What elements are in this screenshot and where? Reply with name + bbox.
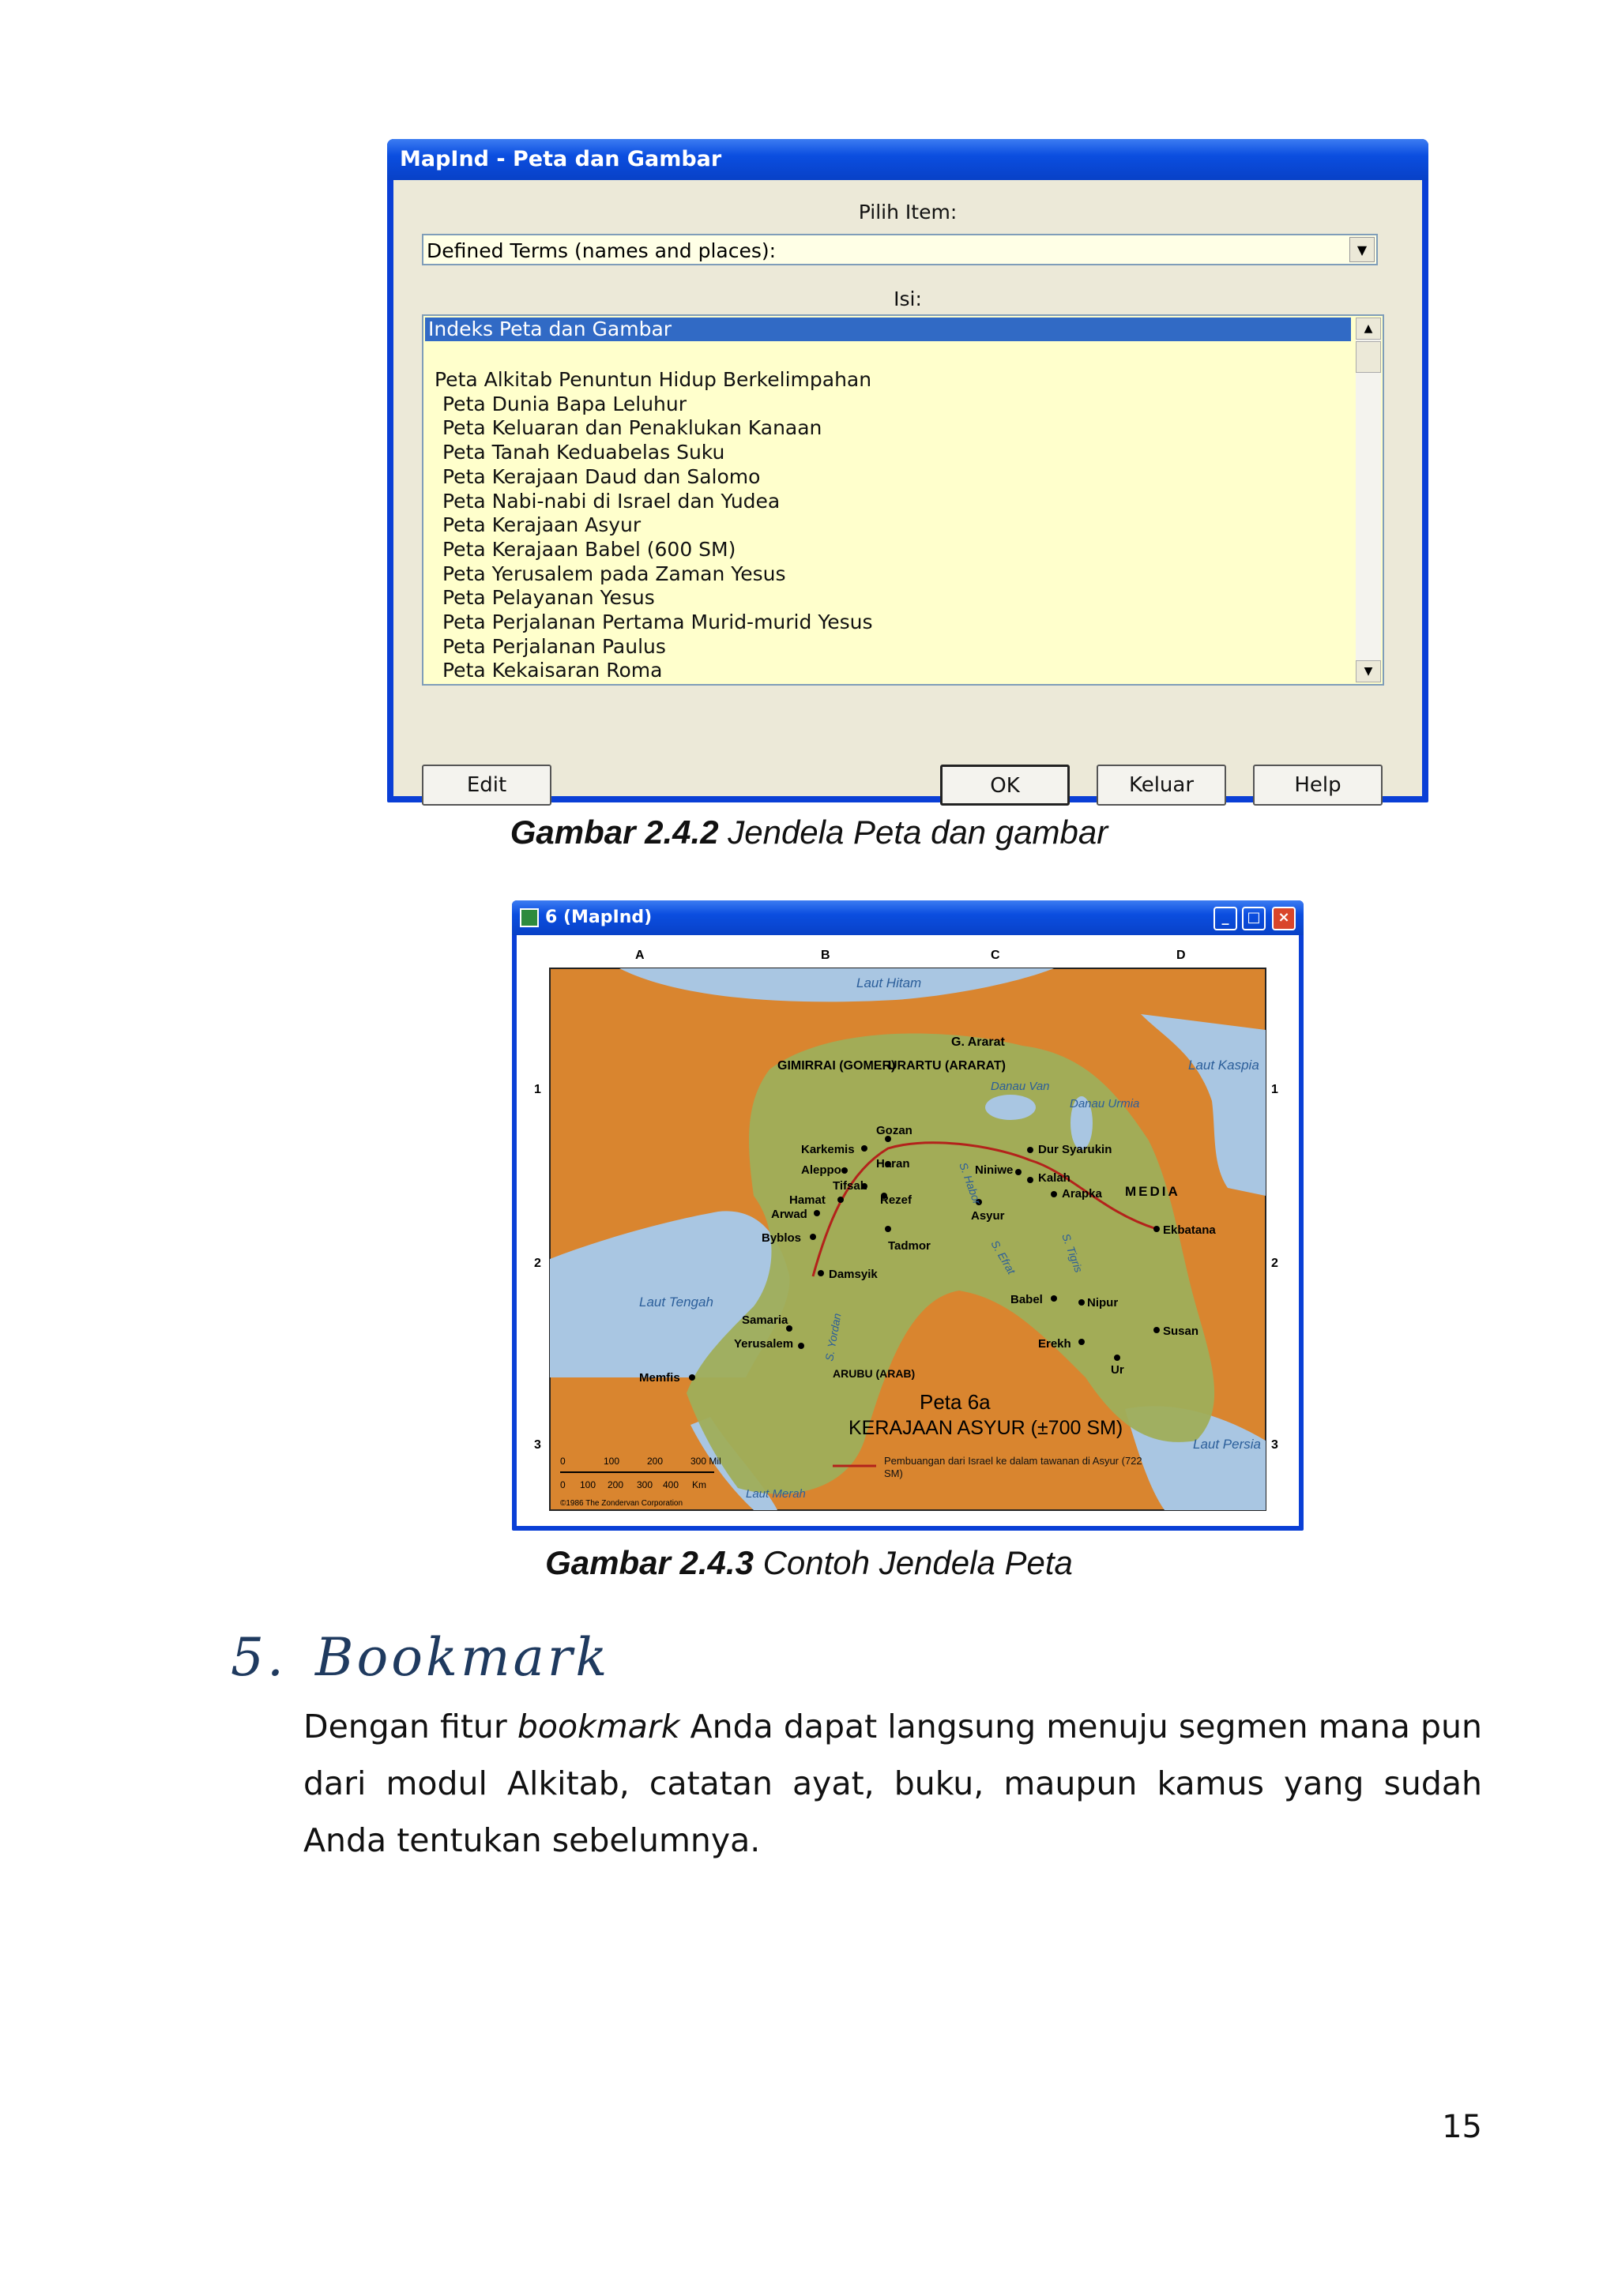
contents-listbox[interactable] bbox=[422, 314, 1384, 686]
section-title: Bookmark bbox=[314, 1627, 611, 1688]
mapind-dialog-window bbox=[387, 139, 1428, 802]
grid-col-c: C bbox=[991, 949, 1000, 962]
list-item[interactable]: Peta Tanah Keduabelas Suku bbox=[442, 441, 725, 464]
scrollbar-thumb[interactable] bbox=[1356, 341, 1381, 373]
scale-mil-label: 300 Mil bbox=[690, 1456, 721, 1467]
caption-2-text: Contoh Jendela Peta bbox=[753, 1544, 1073, 1581]
city-label: Rezef bbox=[880, 1193, 912, 1207]
label-urartu: URARTU (ARARAT) bbox=[888, 1059, 1007, 1073]
scroll-up-arrow-icon[interactable]: ▲ bbox=[1356, 318, 1381, 340]
maximize-icon[interactable]: □ bbox=[1242, 907, 1266, 930]
paragraph-text-end: Anda dapat langsung menuju segmen mana pun dari modul Alkitab, catatan ayat, buku, maupun kamus yang sudah Anda tentukan sebelumnya. bbox=[303, 1708, 1493, 1859]
ok-button[interactable]: OK bbox=[940, 765, 1070, 806]
scale-mil-label: 100 bbox=[604, 1456, 620, 1467]
label-lake-van: Danau Van bbox=[991, 1080, 1050, 1093]
city-label: Kalah bbox=[1038, 1171, 1071, 1185]
scale-km-label: 400 bbox=[663, 1479, 679, 1490]
grid-row-1: 1 bbox=[534, 1083, 541, 1096]
grid-row-3: 3 bbox=[534, 1438, 541, 1452]
list-item[interactable]: Peta Kerajaan Asyur bbox=[442, 513, 642, 537]
dialog-titlebar[interactable] bbox=[387, 139, 1428, 180]
city-dot bbox=[1051, 1191, 1057, 1197]
edit-button[interactable]: Edit bbox=[422, 765, 551, 806]
grid-row-2-right: 2 bbox=[1271, 1257, 1278, 1270]
city-label: Yerusalem bbox=[734, 1337, 794, 1351]
scale-km-label: 200 bbox=[608, 1479, 624, 1490]
label-arubu: ARUBU (ARAB) bbox=[833, 1367, 916, 1380]
city-dot bbox=[1051, 1295, 1057, 1302]
city-label: Erekh bbox=[1038, 1337, 1071, 1351]
city-label: Hamat bbox=[789, 1193, 826, 1207]
list-item[interactable]: Peta Yerusalem pada Zaman Yesus bbox=[442, 562, 786, 585]
caption-2-number: Gambar 2.4.3 bbox=[545, 1544, 754, 1581]
city-label: Samaria bbox=[742, 1313, 788, 1327]
label-mount-ararat: G. Ararat bbox=[951, 1035, 1005, 1049]
city-dot bbox=[841, 1167, 848, 1174]
label-euphrates-river: S. Efrat bbox=[988, 1238, 1018, 1276]
grid-row-1-right: 1 bbox=[1271, 1083, 1278, 1096]
scale-km-label: 0 bbox=[560, 1479, 566, 1490]
paragraph-emphasis: bookmark bbox=[517, 1708, 680, 1745]
grid-col-a: A bbox=[635, 949, 645, 962]
label-persian-gulf: Laut Persia bbox=[1193, 1437, 1261, 1452]
close-icon[interactable]: × bbox=[1272, 907, 1296, 930]
city-label: Susan bbox=[1163, 1325, 1199, 1338]
label-caspian-sea: Laut Kaspia bbox=[1188, 1058, 1259, 1073]
scale-km-label: 100 bbox=[580, 1479, 596, 1490]
help-button[interactable]: Help bbox=[1253, 765, 1383, 806]
city-label: Aleppo bbox=[801, 1163, 841, 1177]
city-label: Ekbatana bbox=[1163, 1223, 1216, 1237]
list-item[interactable]: Peta Kekaisaran Roma bbox=[442, 659, 663, 682]
section-heading bbox=[231, 1627, 610, 1688]
city-label: Babel bbox=[1010, 1293, 1043, 1306]
city-label: Asyur bbox=[971, 1209, 1005, 1223]
list-item[interactable]: Peta Pelayanan Yesus bbox=[442, 586, 655, 610]
city-label: Niniwe bbox=[975, 1163, 1014, 1177]
list-item[interactable]: Peta Alkitab Penuntun Hidup Berkelimpahan bbox=[435, 368, 872, 391]
dialog-title: MapInd - Peta dan Gambar bbox=[400, 147, 722, 171]
city-dot bbox=[837, 1197, 844, 1203]
city-label: Damsyik bbox=[829, 1268, 878, 1281]
label-mediterranean-sea: Laut Tengah bbox=[639, 1295, 713, 1310]
city-dot bbox=[689, 1374, 695, 1381]
city-dot bbox=[1078, 1299, 1085, 1306]
city-dot bbox=[1114, 1355, 1120, 1361]
scale-mil-label: 0 bbox=[560, 1456, 566, 1467]
label-tigris-river: S. Tigris bbox=[1059, 1231, 1086, 1275]
page-number: 15 bbox=[1442, 2109, 1482, 2145]
list-item[interactable]: Peta Perjalanan Pertama Murid-murid Yesus bbox=[442, 611, 873, 634]
item-type-select-value: Defined Terms (names and places): bbox=[427, 239, 777, 262]
city-dot bbox=[1027, 1147, 1033, 1153]
paragraph-text-start: Dengan fitur bbox=[303, 1708, 517, 1745]
map-title: Peta 6a bbox=[920, 1390, 991, 1414]
lake-van bbox=[985, 1095, 1036, 1120]
grid-row-2: 2 bbox=[534, 1257, 541, 1270]
keluar-button[interactable]: Keluar bbox=[1097, 765, 1226, 806]
city-dot bbox=[861, 1145, 867, 1152]
city-dot bbox=[1078, 1339, 1085, 1345]
grid-col-d: D bbox=[1176, 949, 1186, 962]
list-item[interactable]: Peta Kerajaan Babel (600 SM) bbox=[442, 537, 736, 561]
mapind-app-icon bbox=[520, 908, 539, 927]
section-paragraph bbox=[303, 1698, 1493, 1869]
list-item-selected[interactable]: Indeks Peta dan Gambar bbox=[425, 318, 1351, 341]
caption-1-number: Gambar 2.4.2 bbox=[510, 814, 719, 851]
label-media: MEDIA bbox=[1125, 1184, 1180, 1199]
city-dot bbox=[798, 1343, 804, 1349]
city-label: Karkemis bbox=[801, 1143, 855, 1156]
list-item[interactable]: Peta Nabi-nabi di Israel dan Yudea bbox=[442, 489, 781, 513]
map-client-area bbox=[517, 935, 1299, 1526]
city-label: Arwad bbox=[771, 1208, 807, 1221]
map-copyright: ©1986 The Zondervan Corporation bbox=[560, 1499, 683, 1508]
city-dot bbox=[818, 1270, 824, 1276]
legend-text: Pembuangan dari Israel ke dalam tawanan di Asyur (722 SM) bbox=[884, 1455, 1142, 1479]
item-type-select[interactable] bbox=[422, 234, 1378, 265]
city-label: Haran bbox=[876, 1157, 910, 1171]
label-red-sea: Laut Merah bbox=[746, 1487, 806, 1501]
city-label: Dur Syarukin bbox=[1038, 1143, 1112, 1156]
dialog-client-area bbox=[393, 180, 1422, 796]
caption-1-text: Jendela Peta dan gambar bbox=[718, 814, 1108, 851]
list-item[interactable]: Peta Kerajaan Daud dan Salomo bbox=[442, 464, 761, 488]
city-dot bbox=[1153, 1226, 1160, 1232]
label-lake-urmia: Danau Urmia bbox=[1070, 1097, 1140, 1110]
city-dot bbox=[814, 1210, 820, 1216]
minimize-icon[interactable]: _ bbox=[1214, 907, 1237, 930]
scroll-down-arrow-icon[interactable]: ▼ bbox=[1356, 660, 1381, 682]
figure-caption-1 bbox=[0, 814, 1618, 851]
city-label: Ur bbox=[1111, 1363, 1124, 1377]
pilih-item-label: Pilih Item: bbox=[858, 201, 958, 224]
city-label: Tifsah bbox=[833, 1179, 867, 1193]
section-number: 5. bbox=[231, 1627, 287, 1688]
city-dot bbox=[885, 1226, 891, 1232]
label-habor-river: S. Habor bbox=[957, 1160, 984, 1206]
contents-list bbox=[435, 368, 873, 683]
city-label: Tadmor bbox=[888, 1239, 931, 1253]
assyria-map bbox=[517, 935, 1299, 1526]
list-item[interactable]: Peta Keluaran dan Penaklukan Kanaan bbox=[442, 416, 822, 440]
scale-km-label: 300 bbox=[637, 1479, 653, 1490]
label-gimirrai: GIMIRRAI (GOMER) bbox=[777, 1059, 896, 1073]
map-window bbox=[512, 900, 1304, 1531]
city-dot bbox=[1015, 1169, 1022, 1175]
chevron-down-icon[interactable]: ▼ bbox=[1349, 237, 1375, 262]
city-label: Arapka bbox=[1062, 1187, 1102, 1201]
grid-col-b: B bbox=[821, 949, 830, 962]
legend-container bbox=[884, 1455, 1145, 1494]
city-dot bbox=[1027, 1177, 1033, 1183]
list-item[interactable]: Peta Perjalanan Paulus bbox=[442, 634, 666, 658]
list-item[interactable]: Peta Dunia Bapa Leluhur bbox=[442, 392, 687, 415]
scale-mil-label: 200 bbox=[647, 1456, 664, 1467]
label-black-sea: Laut Hitam bbox=[856, 975, 922, 990]
city-label: Nipur bbox=[1087, 1296, 1119, 1310]
city-dot bbox=[1153, 1327, 1160, 1333]
map-window-titlebar[interactable] bbox=[512, 900, 1304, 935]
city-label: Gozan bbox=[876, 1124, 912, 1137]
map-window-title: 6 (MapInd) bbox=[545, 908, 653, 927]
isi-label: Isi: bbox=[894, 287, 922, 310]
scale-km-label: Km bbox=[692, 1479, 706, 1490]
figure-caption-2 bbox=[0, 1544, 1618, 1582]
map-subtitle: KERAJAAN ASYUR (±700 SM) bbox=[849, 1417, 1123, 1439]
city-dot bbox=[810, 1234, 816, 1240]
list-scrollbar[interactable] bbox=[1356, 318, 1381, 682]
grid-row-3-right: 3 bbox=[1271, 1438, 1278, 1452]
city-label: Byblos bbox=[762, 1231, 802, 1245]
label-jordan-river: S. Yordan bbox=[822, 1312, 844, 1362]
city-label: Memfis bbox=[639, 1371, 680, 1385]
